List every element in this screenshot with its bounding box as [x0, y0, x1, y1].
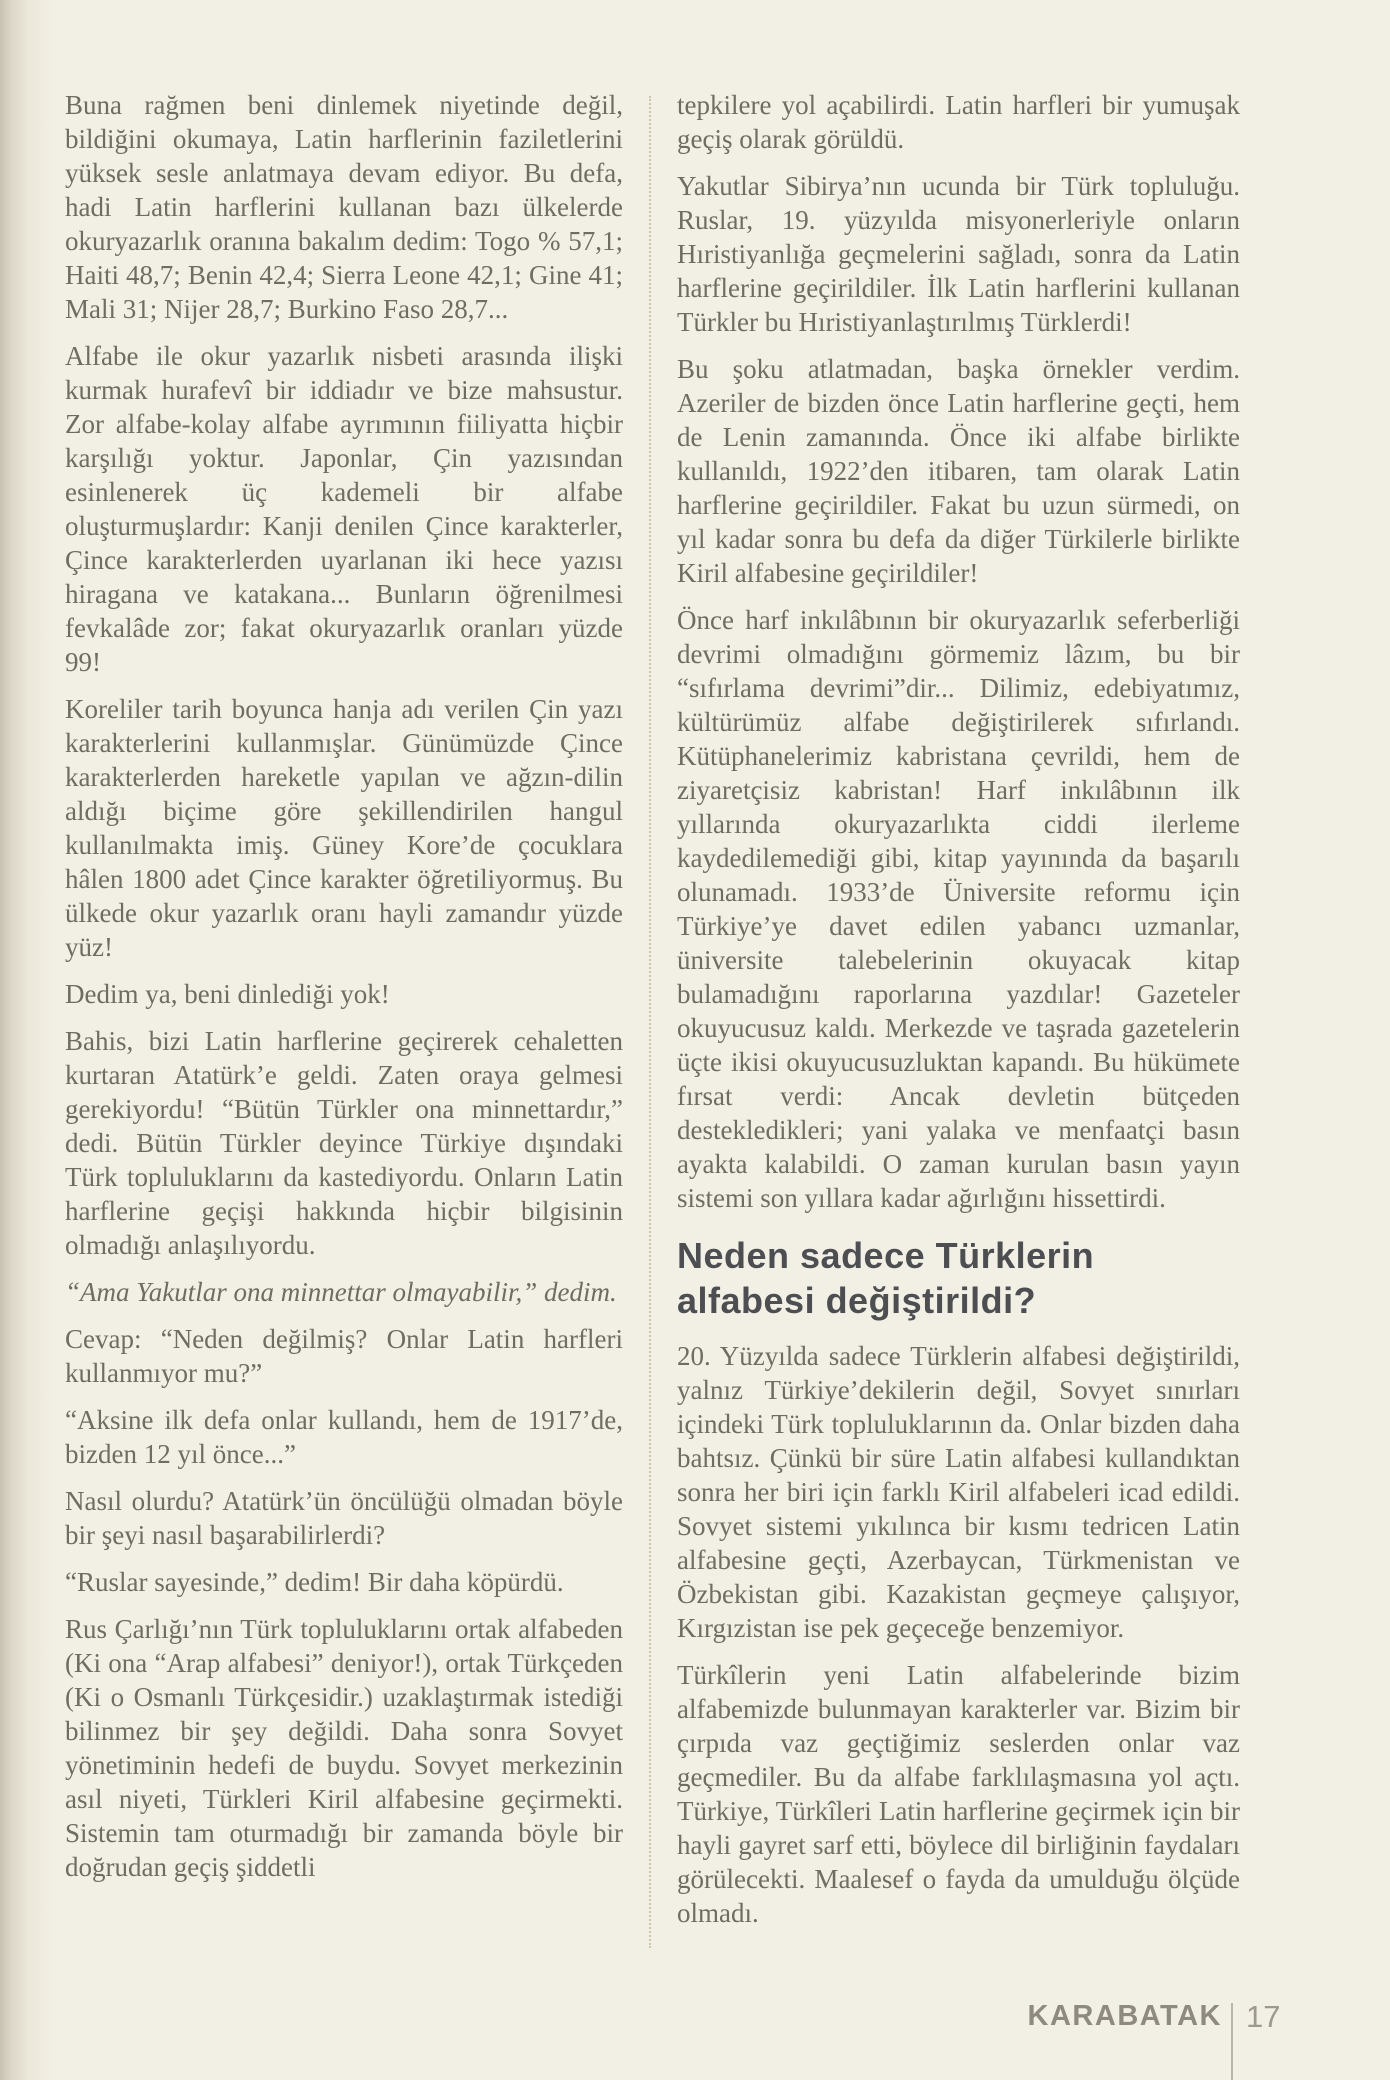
right-column	[677, 88, 1240, 1943]
body-paragraph: Türkîlerin yeni Latin alfabelerinde bizim alfabemizde bulunmayan karakterler var. Bizim bir çırpıda vaz geçtiğimiz seslerden onlar vaz geçmediler. Bu da alfabe farklılaşmasına yol açtı. Türkiye, Türkîleri Latin harflerine geçirmek için bir hayli gayret sarf etti, böylece dil birliğinin faydaları görülecekti. Maalesef o fayda da umulduğu ölçüde olmadı.	[677, 1660, 1240, 1928]
left-column	[65, 88, 623, 1897]
body-paragraph: Yakutlar Sibirya’nın ucunda bir Türk topluluğu. Ruslar, 19. yüzyılda misyonerleriyle onların Hıristiyanlığa geçmelerini sağladı, sonra da Latin harflerine geçirildiler. İlk Latin harflerini kullanan Türkler bu Hıristiyanlaştırılmış Türklerdi!	[677, 171, 1240, 337]
page-number: 17	[1246, 1999, 1281, 2034]
magazine-logo: KARABATAK	[1027, 2000, 1222, 2032]
body-paragraph: Dedim ya, beni dinlediği yok!	[65, 979, 390, 1009]
body-paragraph: Buna rağmen beni dinlemek niyetinde değil, bildiğini okumaya, Latin harflerinin faziletlerini yüksek sesle anlatmaya devam ediyor. Bu defa, hadi Latin harflerini kullanan bazı ülkelerde okuryazarlık oranına bakalım dedim: Togo % 57,1; Haiti 48,7; Benin 42,4; Sierra Leone 42,1; Gine 41; Mali 31; Nijer 28,7; Burkino Faso 28,7...	[65, 90, 623, 324]
body-paragraph: 20. Yüzyılda sadece Türklerin alfabesi değiştirildi, yalnız Türkiye’dekilerin değil, Sovyet sınırları içindeki Türk topluluklarının da. Onlar bizden daha bahtsız. Çünkü bir süre Latin alfabesi kullandıktan sonra her biri için farklı Kiril alfabeleri icad edildi. Sovyet sistemi yıkılınca bir kısmı tedricen Latin alfabesine geçti, Azerbaycan, Türkmenistan ve Özbekistan gibi. Kazakistan geçmeye çalışıyor, Kırgızistan ise pek geçeceğe benzemiyor.	[677, 1341, 1240, 1643]
body-paragraph: Bahis, bizi Latin harflerine geçirerek cehaletten kurtaran Atatürk’e geldi. Zaten oraya gelmesi gerekiyordu! “Bütün Türkler ona minnettardır,” dedi. Bütün Türkler deyince Türkiye dışındaki Türk topluluklarını da kastediyordu. Onların Latin harflerine geçişi hakkında hiçbir bilgisinin olmadığı anlaşılıyordu.	[65, 1026, 623, 1260]
body-paragraph: Bu şoku atlatmadan, başka örnekler verdim. Azeriler de bizden önce Latin harflerine geçti, hem de Lenin zamanında. Önce iki alfabe birlikte kullanıldı, 1922’den itibaren, tam olarak Latin harflerine geçirildiler. Fakat bu uzun sürmedi, on yıl kadar sonra bu defa da diğer Türkilerle birlikte Kiril alfabesine geçirildiler!	[677, 354, 1240, 588]
body-paragraph: Koreliler tarih boyunca hanja adı verilen Çin yazı karakterlerini kullanmışlar. Günümüzde Çince karakterlerden hareketle yapılan ve ağzın-dilin aldığı biçime göre şekillendirilen hangul kullanılmakta imiş. Güney Kore’de çocuklara hâlen 1800 adet Çince karakter öğretiliyormuş. Bu ülkede okur yazarlık oranı hayli zamandır yüzde yüz!	[65, 694, 623, 962]
footer-rule	[1231, 2003, 1233, 2080]
body-paragraph: Önce harf inkılâbının bir okuryazarlık seferberliği devrimi olmadığını görmemiz lâzım, bu bir “sıfırlama devrimi”dir... Dilimiz, edebiyatımız, kültürümüz alfabe değiştirilerek sıfırlandı. Kütüphanelerimiz kabristana çevrildi, hem de ziyaretçisiz kabristan! Harf inkılâbının ilk yıllarında okuryazarlıkta ciddi ilerleme kaydedilemediği gibi, kitap yayınında da başarılı olunamadı. 1933’de Üniversite reformu için Türkiye’ye davet edilen yabancı uzmanlar, üniversite talebelerinin okuyacak kitap bulamadığını raporlarına yazdılar! Gazeteler okuyucusuz kaldı. Merkezde ve taşrada gazetelerin üçte ikisi okuyucusuzluktan kapandı. Bu hükümete fırsat verdi: Ancak devletin bütçeden destekledikleri; yani yalaka ve menfaatçi basın ayakta kalabildi. O zaman kurulan basın yayın sistemi son yıllara kadar ağırlığını hissettirdi.	[677, 605, 1240, 1213]
body-paragraph: Cevap: “Neden değilmiş? Onlar Latin harfleri kullanmıyor mu?”	[65, 1324, 623, 1388]
scan-edge-shadow	[0, 0, 52, 2080]
body-paragraph: Rus Çarlığı’nın Türk topluluklarını ortak alfabeden (Ki ona “Arap alfabesi” deniyor!), ortak Türkçeden (Ki o Osmanlı Türkçesidir.) uzaklaştırmak istediği bilinmez bir şey değildi. Daha sonra Sovyet yönetiminin hedefi de buydu. Sovyet merkezinin asıl niyeti, Türkleri Kiril alfabesine geçirmekti. Sistemin tam oturmadığı bir zamanda böyle bir doğrudan geçiş şiddetli	[65, 1614, 623, 1882]
body-paragraph: “Ruslar sayesinde,” dedim! Bir daha köpürdü.	[65, 1567, 564, 1597]
body-paragraph: Alfabe ile okur yazarlık nisbeti arasında ilişki kurmak hurafevî bir iddiadır ve bize mahsustur. Zor alfabe-kolay alfabe ayrımının fiiliyatta hiçbir karşılığı yoktur. Japonlar, Çin yazısından esinlenerek üç kademeli bir alfabe oluşturmuşlardır: Kanji denilen Çince karakterler, Çince karakterlerden uyarlanan iki hece yazısı hiragana ve katakana... Bunların öğrenilmesi fevkalâde zor; fakat okuryazarlık oranları yüzde 99!	[65, 341, 623, 677]
body-paragraph: tepkilere yol açabilirdi. Latin harfleri bir yumuşak geçiş olarak görüldü.	[677, 90, 1240, 154]
body-paragraph: Nasıl olurdu? Atatürk’ün öncülüğü olmadan böyle bir şeyi nasıl başarabilirlerdi?	[65, 1486, 623, 1550]
section-heading: Neden sadece Türklerin alfabesi değiştirildi?	[677, 1235, 1095, 1321]
body-paragraph: “Aksine ilk defa onlar kullandı, hem de 1917’de, bizden 12 yıl önce...”	[65, 1405, 623, 1469]
column-divider	[649, 96, 651, 1948]
quote-paragraph: “Ama Yakutlar ona minnettar olmayabilir,” dedim.	[65, 1277, 617, 1307]
